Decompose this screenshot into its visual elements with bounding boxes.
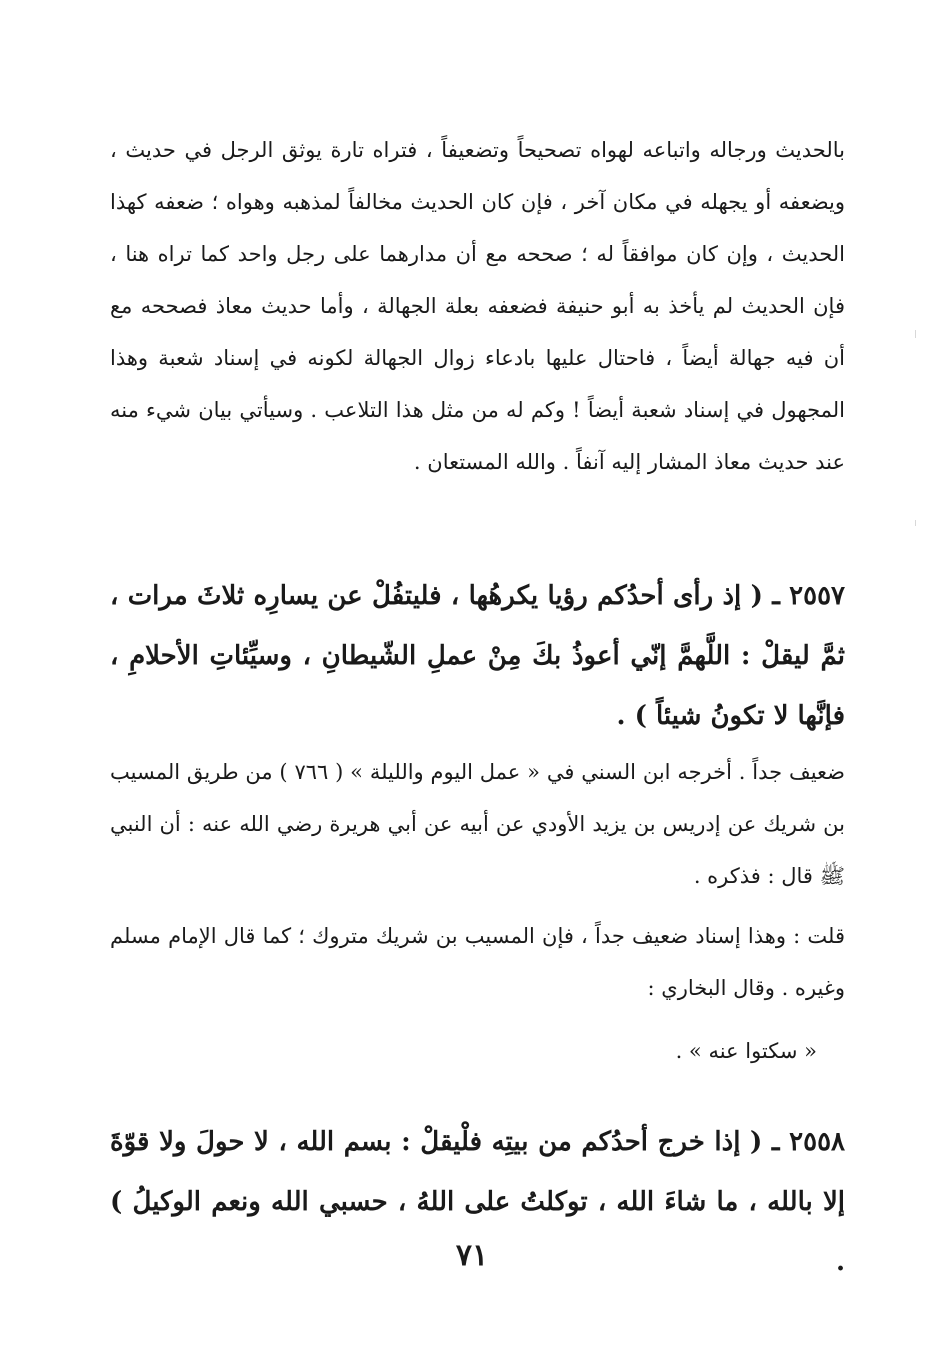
hadith-2558-text: ٢٥٥٨ ـ ( إذا خرج أحدُكم من بيتِه فلْيقلْ : بسم الله ، لا حولَ ولا قوّةَ إلا بالله ، ما شاءَ الله ، توكلتُ على اللهُ ، حسبي الله ونعم الوكيلُ ) . bbox=[110, 1127, 845, 1277]
hadith-2557-text: ٢٥٥٧ ـ ( إذ رأى أحدُكم رؤيا يكرهُها ، فليتفُلْ عن يسارِه ثلاثَ مرات ، ثمَّ ليقلْ : اللَّهمَّ إنّي أعوذُ بكَ مِنْ عملِ الشّيطانِ ، وسيِّئاتِ الأحلامِ ، فإنَّها لا تكونُ شيئاً ) . bbox=[110, 581, 845, 731]
commentary-paragraph-1: بالحديث ورجاله واتباعه لهواه تصحيحاً وتضعيفاً ، فتراه تارة يوثق الرجل في حديث ، ويضعفه أو يجهله في مكان آخر ، فإن كان الحديث مخالفاً لمذهبه وهواه ؛ ضعفه كهذا الحديث ، وإن كان موافقاً له ؛ صححه مع أن مدارهما على رجل واحد كما تراه هنا ، فإن الحديث لم يأخذ به أبو حنيفة فضعفه بعلة الجهالة ، وأما حديث معاذ فصححه مع أن فيه جهالة أيضاً ، فاحتال عليها بادعاء زوال الجهالة لكونه في إسناد شعبة وهذا المجهول في إسناد شعبة أيضاً ! وكم له من مثل هذا التلاعب . وسيأتي بيان شيء منه عند حديث معاذ المشار إليه آنفاً . والله المستعان . bbox=[110, 138, 845, 474]
scan-artifact bbox=[915, 520, 916, 526]
scan-artifact bbox=[915, 330, 916, 338]
takhrij-paragraph-2557: ضعيف جداً . أخرجه ابن السني في « عمل اليوم والليلة » ( ٧٦٦ ) من طريق المسيب بن شريك عن إدريس بن يزيد الأودي عن أبيه عن أبي هريرة رضي الله عنه : أن النبي ﷺ قال : فذكره . bbox=[110, 760, 845, 888]
comment-paragraph-2557: قلت : وهذا إسناد ضعيف جداً ، فإن المسيب بن شريك متروك ؛ كما قال الإمام مسلم وغيره . وقال البخاري : bbox=[110, 924, 845, 1000]
bukhari-quote: « سكتوا عنه » . bbox=[675, 1039, 817, 1063]
page-number: ٧١ bbox=[455, 1238, 489, 1273]
